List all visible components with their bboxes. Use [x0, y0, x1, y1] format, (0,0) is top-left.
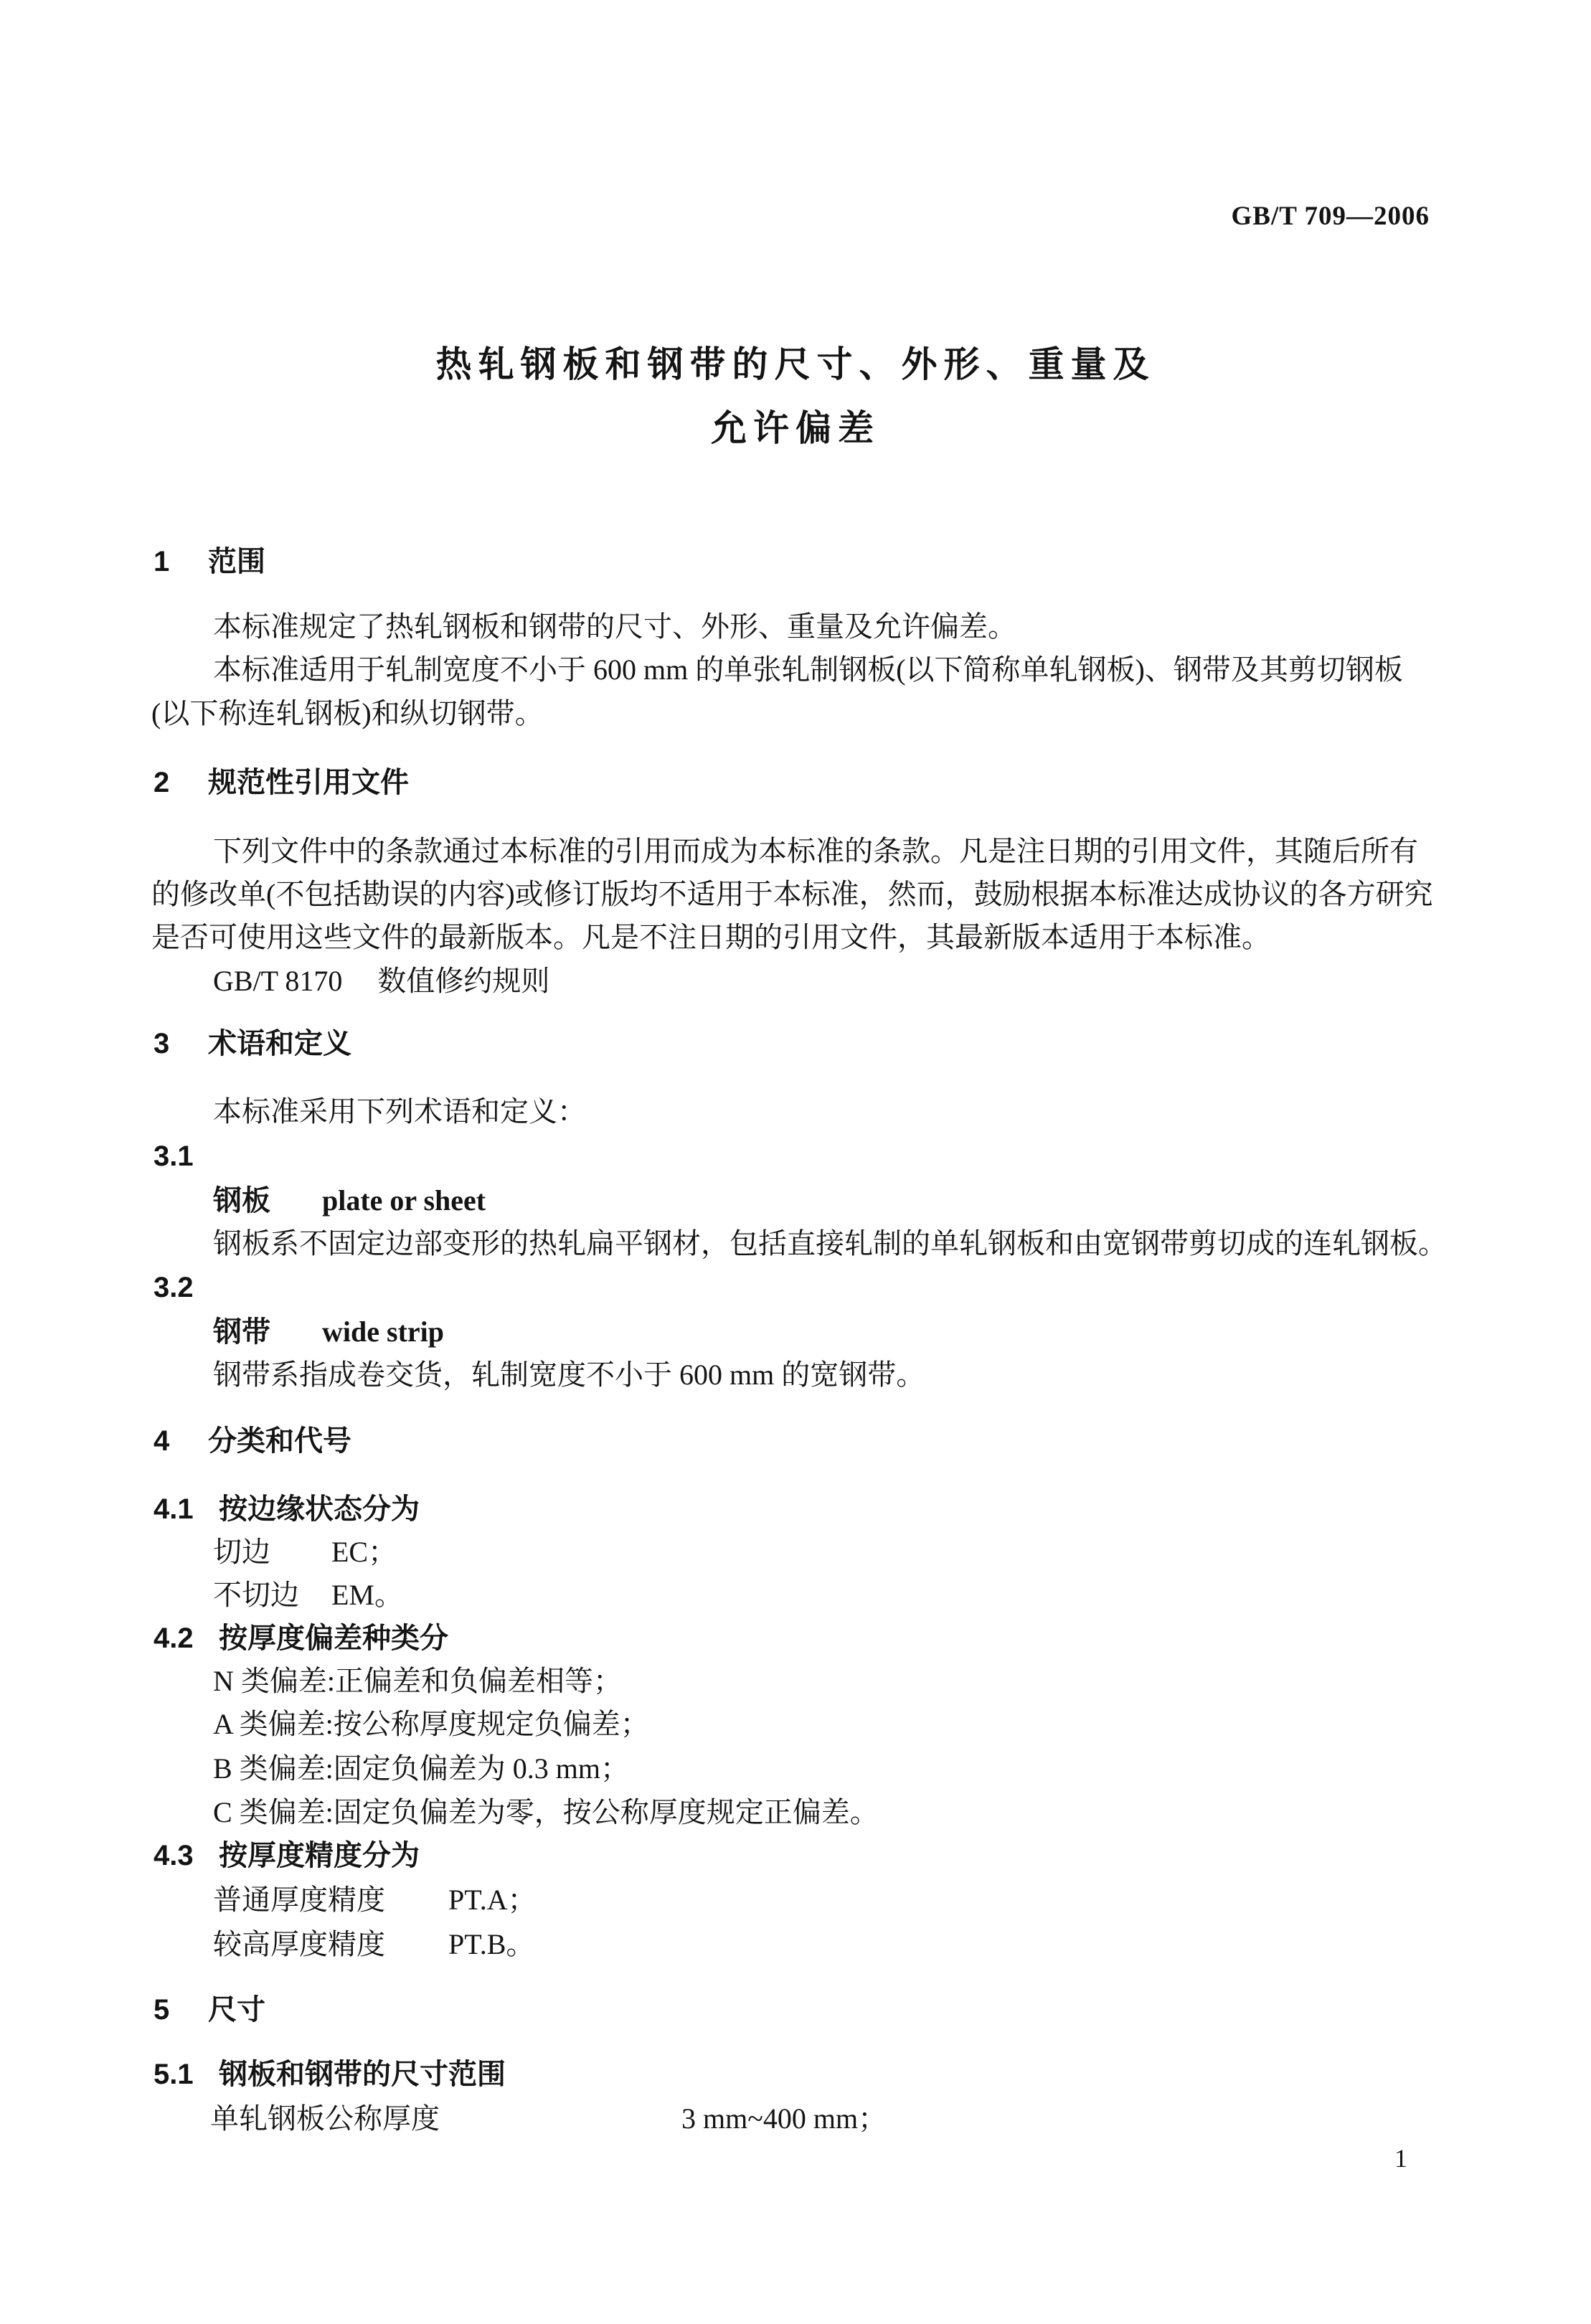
precision-item-pta-code: PT.A； — [448, 1884, 537, 1916]
section-3-heading — [154, 1027, 351, 1060]
term-plate-definition: 钢板系不固定边部变形的热轧扁平钢材，包括直接轧制的单轧钢板和由宽钢带剪切成的连轧钢板。 — [213, 1227, 1447, 1260]
edge-item-ec — [213, 1536, 397, 1569]
edge-item-em-code: EM。 — [331, 1579, 403, 1611]
section-4-heading — [154, 1425, 351, 1458]
clause-4-3-title: 按厚度精度分为 — [219, 1840, 420, 1871]
clause-3-1-number: 3.1 — [154, 1140, 194, 1172]
section-3-number: 3 — [154, 1028, 170, 1059]
edge-item-em — [213, 1579, 403, 1612]
dimension-item-value: 3 mm~400 mm； — [681, 2102, 887, 2135]
page-number: 1 — [1394, 2144, 1407, 2173]
section-2-paragraph-line2: 的修改单(不包括勘误的内容)或修订版均不适用于本标准，然而，鼓励根据本标准达成协议的各方研究 — [151, 878, 1433, 910]
section-4-number: 4 — [154, 1425, 170, 1457]
clause-4-2-title: 按厚度偏差种类分 — [219, 1622, 448, 1654]
section-3-intro: 本标准采用下列术语和定义： — [213, 1095, 586, 1128]
section-4-title: 分类和代号 — [208, 1425, 351, 1457]
clause-3-2-number: 3.2 — [154, 1272, 194, 1303]
clause-5-1-number: 5.1 — [154, 2059, 194, 2090]
section-5-title: 尺寸 — [208, 1994, 265, 2026]
term-plate-en: plate or sheet — [322, 1184, 486, 1217]
dimension-item-plate-thickness — [210, 2102, 887, 2135]
tolerance-item-c: C 类偏差:固定负偏差为零，按公称厚度规定正偏差。 — [213, 1796, 879, 1828]
clause-5-1-title: 钢板和钢带的尺寸范围 — [219, 2059, 506, 2090]
section-1-paragraph-1: 本标准规定了热轧钢板和钢带的尺寸、外形、重量及允许偏差。 — [213, 610, 1016, 643]
section-2-reference — [213, 965, 549, 998]
section-2-heading — [154, 766, 409, 799]
term-strip-definition: 钢带系指成卷交货，轧制宽度不小于 600 mm 的宽钢带。 — [213, 1359, 925, 1391]
precision-item-ptb — [213, 1928, 534, 1961]
term-strip — [213, 1315, 444, 1348]
section-2-title: 规范性引用文件 — [208, 767, 409, 798]
section-2-paragraph-line3: 是否可使用这些文件的最新版本。凡是不注日期的引用文件，其最新版本适用于本标准。 — [151, 921, 1270, 953]
section-5-number: 5 — [154, 1994, 170, 2026]
clause-4-2-heading — [154, 1622, 448, 1655]
term-strip-cn: 钢带 — [213, 1316, 270, 1348]
clause-4-3-number: 4.3 — [154, 1840, 194, 1871]
clause-4-1-title: 按边缘状态分为 — [219, 1493, 420, 1525]
document-title-line2: 允许偏差 — [711, 408, 880, 448]
clause-5-1-heading — [154, 2058, 506, 2091]
clause-4-2-number: 4.2 — [154, 1622, 194, 1654]
reference-code: GB/T 8170 — [213, 965, 343, 997]
term-plate — [213, 1184, 486, 1217]
edge-item-ec-code: EC； — [331, 1536, 397, 1568]
dimension-item-label: 单轧钢板公称厚度 — [210, 2102, 440, 2135]
clause-4-3-heading — [154, 1839, 420, 1872]
precision-item-pta — [213, 1884, 537, 1917]
edge-item-ec-label: 切边 — [213, 1536, 270, 1568]
precision-item-ptb-code: PT.B。 — [448, 1928, 535, 1960]
document-title-line1: 热轧钢板和钢带的尺寸、外形、重量及 — [435, 344, 1156, 384]
clause-4-1-heading — [154, 1493, 420, 1526]
term-plate-cn: 钢板 — [213, 1185, 270, 1217]
section-2-number: 2 — [154, 767, 170, 798]
tolerance-item-n: N 类偏差:正偏差和负偏差相等； — [213, 1665, 622, 1697]
reference-title: 数值修约规则 — [377, 965, 550, 997]
section-3-title: 术语和定义 — [208, 1028, 351, 1059]
tolerance-item-b: B 类偏差:固定负偏差为 0.3 mm； — [213, 1752, 630, 1785]
section-1-number: 1 — [154, 546, 170, 577]
standard-code: GB/T 709—2006 — [1231, 202, 1430, 231]
precision-item-pta-label: 普通厚度精度 — [213, 1884, 385, 1916]
section-1-title: 范围 — [208, 546, 265, 577]
edge-item-em-label: 不切边 — [213, 1579, 299, 1611]
clause-4-1-number: 4.1 — [154, 1493, 194, 1525]
section-1-paragraph-2-cont: (以下称连轧钢板)和纵切钢带。 — [151, 697, 544, 729]
section-2-paragraph-line1: 下列文件中的条款通过本标准的引用而成为本标准的条款。凡是注日期的引用文件，其随后所有 — [213, 835, 1418, 867]
tolerance-item-a: A 类偏差:按公称厚度规定负偏差； — [213, 1708, 649, 1740]
section-1-heading — [154, 545, 265, 578]
section-5-heading — [154, 1993, 265, 2026]
section-1-paragraph-2: 本标准适用于轧制宽度不小于 600 mm 的单张轧制钢板(以下简称单轧钢板)、钢带及其剪切钢板 — [213, 653, 1403, 686]
precision-item-ptb-label: 较高厚度精度 — [213, 1928, 385, 1960]
term-strip-en: wide strip — [322, 1315, 444, 1348]
